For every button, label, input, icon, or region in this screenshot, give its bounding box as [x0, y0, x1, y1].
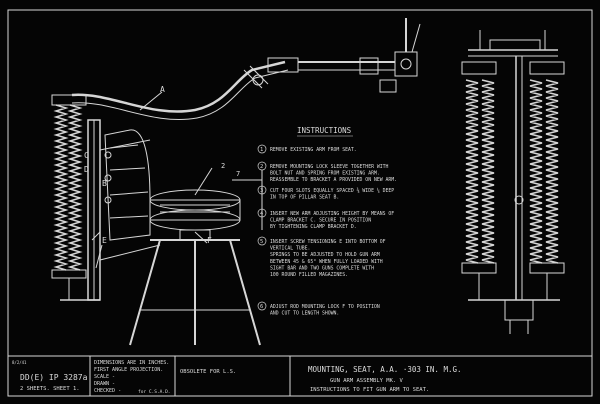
note-checked: CHECKED -	[94, 388, 122, 394]
instruction-line: VERTICAL TUBE.	[270, 246, 311, 252]
sheet-count: 2 SHEETS. SHEET 1.	[20, 386, 80, 392]
step-number: 6	[260, 304, 264, 310]
instruction-line: BY TIGHTENING CLAMP BRACKET D.	[270, 225, 357, 231]
dimension-7: 7	[236, 170, 241, 178]
drawing-title: MOUNTING, SEAT, A.A. ·303 IN. M.G.	[308, 365, 462, 374]
small-reference: 8/2/41	[12, 360, 27, 365]
callout-c: C	[84, 151, 89, 160]
callout-d: D	[84, 165, 89, 174]
instruction-line: 100 ROUND FILLED MAGAZINES.	[270, 273, 348, 278]
note-dimensions: DIMENSIONS ARE IN INCHES.	[94, 360, 170, 366]
instruction-line: ADJUST ROD MOUNTING LOCK F TO POSITION	[270, 305, 380, 310]
callout-f: F	[207, 236, 212, 245]
callout-b: B	[102, 179, 107, 188]
drawing-subtitle: GUN ARM ASSEMBLY MK. V	[330, 378, 403, 384]
signature-for: for C.S.A.D.	[138, 390, 171, 395]
instructions-heading: INSTRUCTIONS	[297, 126, 352, 135]
instruction-line: REMOVE MOUNTING LOCK SLEEVE TOGETHER WITH	[270, 165, 389, 170]
instruction-line: CLAMP BRACKET C. SECURE IN POSITION	[270, 218, 372, 224]
note-drawn: DRAWN -	[94, 381, 116, 387]
instruction-line: REMOVE EXISTING ARM FROM SEAT.	[270, 148, 357, 153]
instruction-line: BETWEEN 45 & 65° WHEN FULLY LOADED WITH	[270, 259, 383, 265]
callout-a: A	[160, 85, 165, 94]
instruction-line: BOLT NUT AND SPRING FROM EXISTING ARM.	[270, 171, 380, 177]
drawing-description: INSTRUCTIONS TO FIT GUN ARM TO SEAT.	[310, 387, 430, 393]
instruction-line: SIGHT BAR AND TWO GUNS COMPLETE WITH	[270, 266, 374, 272]
note-scale: SCALE -	[94, 374, 116, 380]
drawing-number: DD(E) IP 3287a	[20, 373, 88, 382]
step-number: 3	[260, 188, 264, 194]
obsolete-note: OBSOLETE FOR L.S.	[180, 369, 237, 375]
instruction-line: REASSEMBLE TO BRACKET A PROVIDED ON NEW ARM.	[270, 178, 398, 184]
instruction-line: SPRINGS TO BE ADJUSTED TO HOLD GUN ARM	[270, 253, 380, 259]
instruction-line: INSERT SCREW TENSIONING E INTO BOTTOM OF	[270, 240, 386, 245]
step-number: 1	[260, 147, 264, 153]
instruction-line: CUT FOUR SLOTS EQUALLY SPACED ⅜ WIDE ¼ DEEP	[270, 189, 395, 194]
instruction-line: AND CUT TO LENGTH SHOWN.	[270, 311, 340, 317]
instruction-line: IN TOP OF PILLAR SEAT B.	[270, 195, 340, 201]
step-number: 2	[260, 164, 264, 170]
dimension-2: 2	[221, 162, 226, 170]
note-projection: FIRST ANGLE PROJECTION.	[94, 367, 164, 373]
callout-e: E	[102, 236, 107, 245]
step-number: 4	[260, 211, 264, 217]
step-number: 5	[260, 239, 264, 245]
instruction-line: INSERT NEW ARM ADJUSTING HEIGHT BY MEANS OF	[270, 212, 395, 217]
